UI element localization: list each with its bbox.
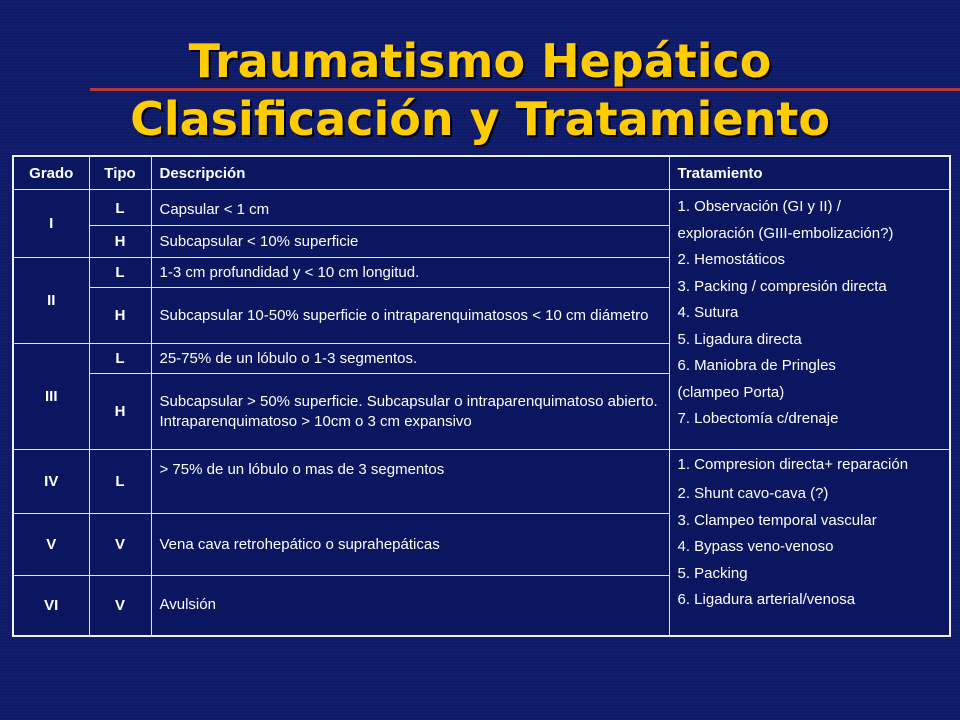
header-descripcion: Descripción: [151, 156, 669, 190]
treatment-item: 1. Observación (GI y II) /: [677, 198, 841, 215]
description-cell: Subcapsular > 50% superficie. Subcapsular o intraparenquimatoso abierto. Intraparenquimatoso > 10cm o 3 cm expansivo: [151, 374, 669, 450]
type-cell: L: [89, 344, 151, 374]
header-tratamiento: Tratamiento: [669, 156, 950, 190]
type-cell: L: [89, 258, 151, 288]
treatment-item: (clampeo Porta): [677, 383, 785, 401]
treatment-item: 7. Lobectomía c/drenaje: [677, 410, 839, 427]
treatment-item: 1. Compresion directa+ reparación: [677, 456, 909, 473]
treatment-item: 2. Shunt cavo-cava (?): [677, 485, 829, 502]
slide-title-line-2: Clasificación y Tratamiento: [130, 92, 830, 146]
type-cell: V: [89, 576, 151, 636]
type-cell: L: [89, 190, 151, 226]
type-cell: L: [89, 450, 151, 514]
description-cell: Subcapsular 10-50% superficie o intraparenquimatosos < 10 cm diámetro: [151, 288, 669, 344]
grade-cell: VI: [13, 576, 89, 636]
treatment-list-1: [669, 190, 950, 450]
treatment-item: 3. Packing / compresión directa: [677, 277, 887, 295]
treatment-item: 5. Ligadura directa: [677, 330, 802, 348]
classification-table: [12, 155, 951, 637]
description-cell: 1-3 cm profundidad y < 10 cm longitud.: [151, 258, 669, 288]
type-cell: V: [89, 514, 151, 576]
title-divider: [90, 88, 960, 91]
description-cell: > 75% de un lóbulo o mas de 3 segmentos: [151, 450, 669, 514]
treatment-item: 6. Maniobra de Pringles: [677, 357, 836, 374]
type-cell: H: [89, 226, 151, 258]
treatment-list-2: [669, 450, 950, 636]
header-grado: Grado: [13, 156, 89, 190]
grade-cell: V: [13, 514, 89, 576]
treatment-item: 6. Ligadura arterial/venosa: [677, 591, 856, 608]
treatment-item: 4. Sutura: [677, 304, 739, 321]
treatment-item: 2. Hemostáticos: [677, 251, 786, 268]
description-cell: Capsular < 1 cm: [151, 190, 669, 226]
treatment-item: 4. Bypass veno-venoso: [677, 538, 834, 555]
description-cell: Vena cava retrohepático o suprahepáticas: [151, 514, 669, 576]
treatment-item: 5. Packing: [677, 564, 748, 582]
table-row: [13, 450, 950, 514]
type-cell: H: [89, 374, 151, 450]
description-cell: Subcapsular < 10% superficie: [151, 226, 669, 258]
treatment-item: 3. Clampeo temporal vascular: [677, 511, 877, 529]
description-cell: Avulsión: [151, 576, 669, 636]
grade-cell: II: [13, 258, 89, 344]
grade-cell: IV: [13, 450, 89, 514]
treatment-item: exploración (GIII-embolización?): [677, 224, 894, 242]
table-row: [13, 190, 950, 226]
grade-cell: I: [13, 190, 89, 258]
slide-title-line-1: Traumatismo Hepático: [188, 34, 772, 88]
description-cell: 25-75% de un lóbulo o 1-3 segmentos.: [151, 344, 669, 374]
table-header-row: [13, 156, 950, 190]
type-cell: H: [89, 288, 151, 344]
grade-cell: III: [13, 344, 89, 450]
header-tipo: Tipo: [89, 156, 151, 190]
